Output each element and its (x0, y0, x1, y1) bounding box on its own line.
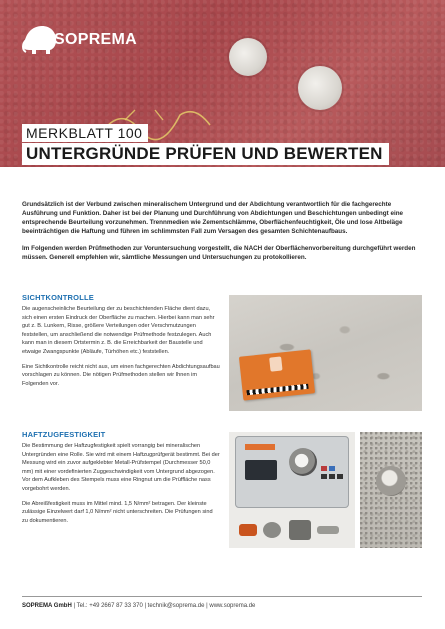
measurement-scale (246, 384, 308, 395)
section-paragraph: Die Abreißfestigkeit muss im Mittel mind. 1,5 N/mm² betragen. Der kleinste zulässige Einzelwert darf 1,0 N/mm² nicht unterschreiten. Die Prüfungen sind zu dokumentieren. (22, 500, 213, 524)
metal-test-stamp (376, 466, 406, 496)
section-paragraph: Die augenscheinliche Beurteilung der zu beschichtenden Fläche dient dazu, sich einen ersten Eindruck der Oberfläche zu machen. Hierbei kann man sehr gut z. B. Lunkern, Risse, größere Verteilungen oder Verschmutzungen feststellen, um anschließend die notwendige Prüfmethode festzulegen. Auch kann man in diesem Ortstermin z. B. die Erreichbarkeit der Baustelle und etwaige Zwangspunkte (Abläufe, Türhöhen etc.) feststellen. (22, 306, 215, 355)
tester-accessories (235, 516, 349, 544)
section-paragraph: Die Bestimmung der Haftzugfestigkeit spielt vorrangig bei mineralischen Untergründen eine Rolle. Sie wird mit einem Haftzugprüfgerät bestimmt. Bei der Messung wird ein zuvor aufgeklebter Metall-Prüfstempel (Durchmesser 50,0 mm) mit einer vordefinierten Zuggeschwindigkeit vom Untergrund abgezogen. Vor dem Aufkleben des Stempels muss eine Ringnut um die Prüffläche nass vorgebohrt werden. (22, 443, 220, 492)
device-display (245, 460, 277, 480)
footer (22, 603, 255, 609)
card-logo-icon (269, 356, 282, 371)
page-title: UNTERGRÜNDE PRÜFEN UND BEWERTEN (22, 143, 389, 165)
accessory-part (263, 522, 281, 538)
intro-paragraph: Im Folgenden werden Prüfmethoden zur Voruntersuchung vorgestellt, die NACH der Oberflächenvorbereitung durchgeführt werden müssen. Generell empfehlen wir, sämtliche Messungen und Untersuchungen zu protokollieren. (22, 245, 416, 261)
footer-contact: | Tel.: +49 2667 87 33 370 | technik@soprema.de | www.soprema.de (71, 603, 256, 609)
device-knob-icon (289, 448, 317, 476)
test-stamp-disc (229, 38, 267, 76)
tester-device (235, 436, 349, 508)
footer-company: SOPREMA GmbH (22, 603, 72, 609)
section-text-haftzug (22, 442, 220, 531)
brand-name: SOPREMA (54, 31, 137, 48)
device-keypad (321, 466, 343, 484)
section-title-sichtkontrolle: SICHTKONTROLLE (22, 293, 94, 302)
adhesion-tester-photo (229, 432, 355, 548)
accessory-part (317, 526, 339, 534)
crack-gauge-card (239, 349, 315, 400)
section-title-haftzug: HAFTZUGFESTIGKEIT (22, 430, 106, 439)
section-text-sichtkontrolle (22, 305, 220, 394)
wall-inspection-photo (229, 295, 422, 411)
document-label: MERKBLATT 100 (22, 124, 148, 142)
section-paragraph: Eine Sichtkontrolle reicht nicht aus, um einen fachgerechten Abdichtungsaufbau vorschlagen zu können. Die nötigen Prüfmethoden stellen wir Ihnen im Folgenden vor. (22, 363, 220, 387)
intro-paragraph: Grundsätzlich ist der Verbund zwischen mineralischem Untergrund und der Abdichtung verantwortlich für die fachgerechte Ausführung und Funktion. Daher ist bei der Planung und Durchführung von Abdichtungen und Beschichtungen unbedingt eine entsprechende Beurteilung vorzunehmen. Trennmedien wie Zementschlämme, Oberflächenfeuchtigkeit, Öle und lose Altbeläge beeinträchtigen die Haftung und führen im schlimmsten Fall zum Versagen des gesamten Schichtenaufbaus. (22, 201, 404, 235)
test-stamp-disc (298, 66, 342, 110)
footer-divider (22, 596, 422, 597)
intro-text (22, 200, 422, 270)
hero-photo (0, 0, 445, 167)
accessory-part (239, 524, 257, 536)
title-band (22, 124, 389, 166)
test-stamp-photo (360, 432, 422, 548)
accessory-part (289, 520, 311, 540)
device-label-icon (245, 444, 275, 450)
